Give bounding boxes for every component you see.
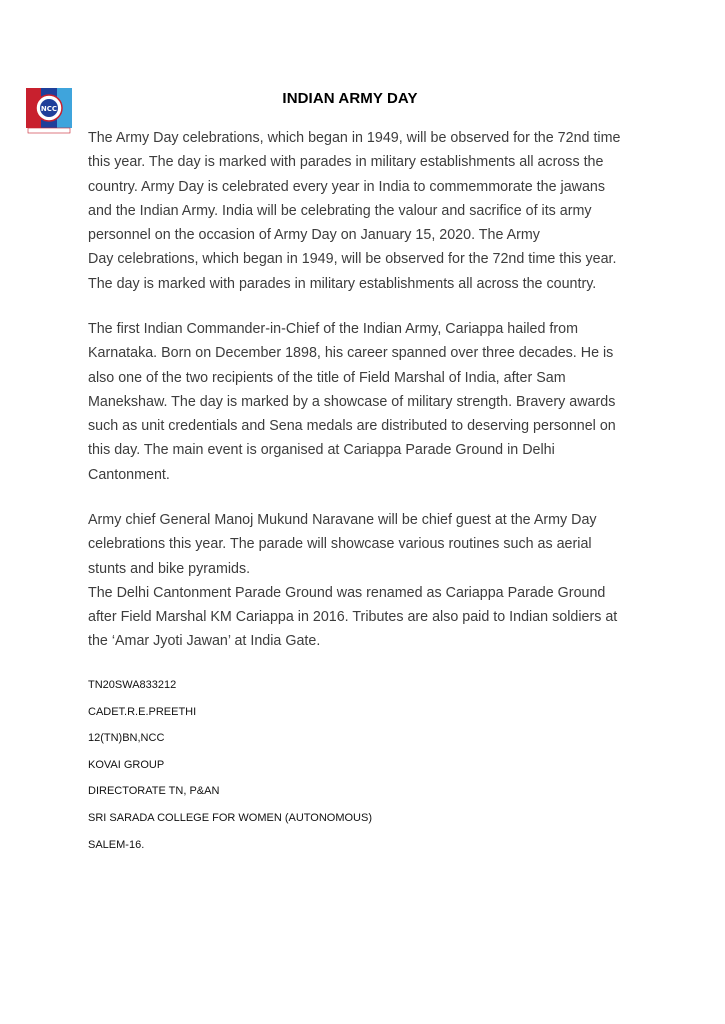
text-line: The first Indian Commander-in-Chief of the Indian Army, Cariappa hailed from <box>88 321 579 337</box>
signature-directorate: DIRECTORATE TN, P&AN <box>88 785 220 798</box>
signature-block <box>88 672 372 858</box>
text-line: Karnataka. Born on December 1898, his career spanned over three decades. He is <box>88 345 614 362</box>
text-line: this year. The day is marked with parades in military establishments all across the <box>88 154 604 171</box>
text-line: The day is marked with parades in military establishments all across the country. <box>88 275 597 292</box>
text-line: the ‘Amar Jyoti Jawan’ at India Gate. <box>88 633 321 650</box>
text-line: country. Army Day is celebrated every year in India to commemmorate the jawans <box>88 178 606 195</box>
paragraph-3 <box>88 508 648 654</box>
signature-group: KOVAI GROUP <box>88 758 165 771</box>
signature-unit: 12(TN)BN,NCC <box>88 732 165 745</box>
text-line: Manekshaw. The day is marked by a showcase of military strength. Bravery awards <box>88 393 616 410</box>
text-line: also one of the two recipients of the title of Field Marshal of India, after Sam <box>88 369 566 386</box>
signature-city: SALEM-16. <box>88 838 145 851</box>
text-line: after Field Marshal KM Cariappa in 2016. Tributes are also paid to Indian soldiers at <box>88 609 618 626</box>
text-line: celebrations this year. The parade will showcase various routines such as aerial <box>88 536 592 553</box>
signature-id: TN20SWA833212 <box>88 679 177 691</box>
paragraph-1 <box>88 126 648 296</box>
paragraph-2 <box>88 317 648 487</box>
text-line: The Delhi Cantonment Parade Ground was renamed as Cariappa Parade Ground <box>88 584 606 601</box>
text-line: and the Indian Army. India will be celebrating the valour and sacrifice of its army <box>88 202 592 219</box>
text-line: The Army Day celebrations, which began in 1949, will be observed for the 72nd time <box>88 130 621 146</box>
text-line: such as unit credentials and Sena medals are distributed to deserving personnel on <box>88 418 616 435</box>
text-line: this day. The main event is organised at Cariappa Parade Ground in Delhi <box>88 442 555 459</box>
text-line: personnel on the occasion of Army Day on January 15, 2020. The Army <box>88 227 540 244</box>
text-line: Day celebrations, which began in 1949, will be observed for the 72nd time this year. <box>88 251 617 268</box>
logo-text: NCC <box>40 105 58 113</box>
text-line: Cantonment. <box>88 466 170 483</box>
signature-college: SRI SARADA COLLEGE FOR WOMEN (AUTONOMOUS) <box>88 811 372 824</box>
text-line: stunts and bike pyramids. <box>88 560 251 577</box>
signature-name: CADET.R.E.PREETHI <box>88 705 197 718</box>
text-line: Army chief General Manoj Mukund Naravane will be chief guest at the Army Day <box>88 512 597 528</box>
document-title: INDIAN ARMY DAY <box>282 90 418 107</box>
